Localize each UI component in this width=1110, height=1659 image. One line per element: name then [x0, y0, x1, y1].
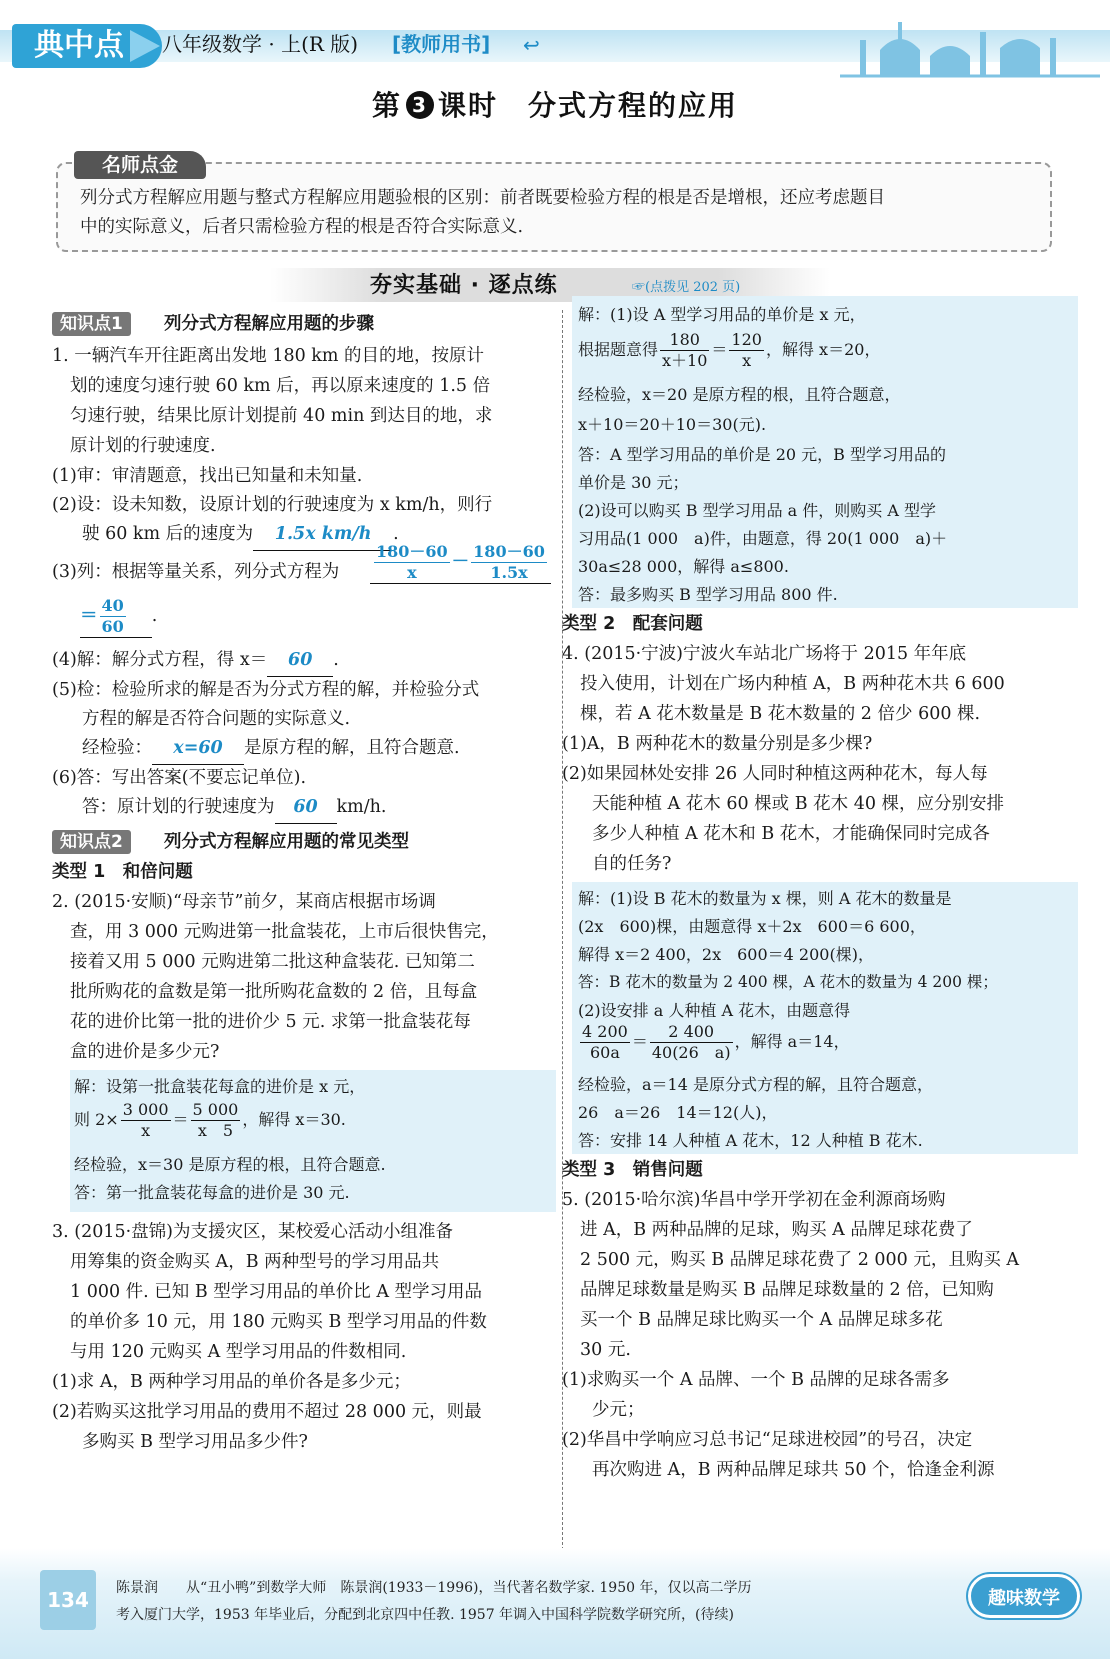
fraction	[191, 1100, 241, 1141]
footer-story	[116, 1575, 956, 1629]
knowledge-point-title: 列分式方程解应用题的常见类型	[164, 832, 409, 852]
denominator: x	[407, 563, 417, 582]
step-text: 经检验：	[82, 738, 152, 758]
tip-line: 列分式方程解应用题与整式方程解应用题验根的区别：前者既要检验方程的根是否是增根，还应考虑题目	[80, 188, 885, 208]
answer-blank: x=60	[152, 734, 244, 765]
question-line: (2)如果园林处安排 26 人同时种植这两种花木，每人每	[562, 764, 988, 784]
denominator: 1.5x	[490, 563, 528, 582]
step-line: (6)答：写出答案(不要忘记单位).	[52, 768, 307, 788]
answer-line: 解：(1)设 A 型学习用品的单价是 x 元，	[578, 305, 866, 324]
type-heading: 类型 2 配套问题	[562, 614, 703, 634]
answer-line: 解：(1)设 B 花木的数量为 x 棵，则 A 花木的数量是	[578, 889, 952, 908]
answer-text: 根据题意得	[578, 340, 659, 359]
return-arrow-icon: ↩	[523, 33, 540, 57]
question-line: 30 元.	[580, 1340, 631, 1360]
question-line: 再次购进 A，B 两种品牌足球共 50 个，恰逢金利源	[592, 1460, 995, 1480]
answer-line: 经检验，x＝30 是原方程的根，且符合题意.	[74, 1155, 386, 1174]
step-line: (4)解：解分式方程，得 x＝ 60 .	[52, 646, 339, 677]
fraction	[121, 1100, 171, 1141]
question-line: 2 500 元，购买 B 品牌足球花费了 2 000 元，且购买 A	[580, 1250, 1020, 1270]
answer-blank: 60	[275, 793, 337, 824]
question-line: 投入使用，计划在广场内种植 A，B 两种花木共 6 600	[580, 674, 1005, 694]
answer-line: 解：设第一批盒装花每盒的进价是 x 元，	[74, 1077, 366, 1096]
answer-line: (2x 600)棵，由题意得 x＋2x 600＝6 600，	[578, 917, 926, 936]
step-line: (3)列：根据等量关系，列分式方程为	[52, 562, 340, 582]
lesson-number: 3	[406, 91, 434, 119]
answer-line: 则 2× $\frac{3 000}{x}$ ＝ $\frac{5 000}{x 5}$ ，解得 x＝30.	[74, 1100, 346, 1140]
page-number: 134	[40, 1570, 96, 1630]
fraction	[100, 596, 126, 637]
answer-line: 经检验，a＝14 是原分式方程的解，且符合题意，	[578, 1075, 933, 1094]
fraction	[580, 1022, 630, 1063]
answer-line: 答：最多购买 B 型学习用品 800 件.	[578, 585, 838, 604]
question-line: 少元；	[592, 1400, 645, 1420]
brand-logo: 典中点	[12, 24, 162, 68]
answer-line: 答：B 花木的数量为 2 400 棵，A 花木的数量为 4 200 棵；	[578, 973, 998, 991]
step-text: km/h.	[336, 797, 387, 817]
answer-text: ，解得 a＝14，	[734, 1032, 850, 1051]
question-line: 的单价多 10 元，用 180 元购买 B 型学习用品的件数	[70, 1312, 487, 1332]
question-line: 自的任务?	[592, 854, 672, 874]
answer-line: 答：A 型学习用品的单价是 20 元，B 型学习用品的	[578, 445, 947, 464]
step-line: 驶 60 km 后的速度为 1.5x km/h .	[82, 520, 399, 551]
skyline-illustration	[840, 10, 1100, 80]
step-line: (5)检：检验所求的解是否为分式方程的解，并检验分式	[52, 680, 480, 700]
answer-blank: 60	[267, 646, 333, 677]
lesson-name: 课时 分式方程的应用	[438, 89, 739, 122]
denominator: x	[141, 1121, 151, 1140]
footer-line: 考入厦门大学，1953 年毕业后，分配到北京四中任教. 1957 年调入中国科学院数学研究所，(待续)	[116, 1607, 734, 1623]
answer-line: (2)设可以购买 B 型学习用品 a 件，则购买 A 型学	[578, 501, 937, 520]
numerator: 5 000	[192, 1100, 239, 1119]
numerator: 120	[731, 330, 762, 349]
question-line: (2)华昌中学响应习总书记“足球进校园”的号召，决定	[562, 1430, 973, 1450]
denominator: x 5	[197, 1121, 234, 1140]
question-line: 多少人种植 A 花木和 B 花木，才能确保同时完成各	[592, 824, 990, 844]
fraction	[650, 1022, 733, 1063]
question-line: 匀速行驶，结果比原计划提前 40 min 到达目的地，求	[70, 406, 493, 426]
numerator: 180	[660, 330, 709, 351]
page-header	[0, 0, 1110, 88]
answer-line: 答：安排 14 人种植 A 花木，12 人种植 B 花木.	[578, 1131, 923, 1150]
edition-label: [教师用书]	[392, 32, 491, 56]
answer-line: 解得 x＝2 400，2x 600＝4 200(棵)，	[578, 945, 874, 964]
column-divider	[562, 310, 563, 1550]
question-line: 与用 120 元购买 A 型学习用品的件数相同.	[70, 1342, 407, 1362]
step-text: 答：原计划的行驶速度为	[82, 797, 275, 817]
question-line: 品牌足球数量是购买 B 品牌足球数量的 2 倍，已知购	[580, 1280, 994, 1300]
numerator: 40	[101, 596, 124, 615]
fraction	[660, 330, 709, 371]
numerator: 3 000	[122, 1100, 169, 1119]
denominator: 40(26 a)	[651, 1043, 731, 1062]
numerator: 180－60	[473, 542, 545, 561]
step-line	[82, 734, 460, 765]
question-line: 4. (2015·宁波)宁波火车站北广场将于 2015 年年底	[562, 644, 967, 664]
question-line: 盒的进价是多少元?	[70, 1042, 220, 1062]
answer-line: 习用品(1 000 a)件，由题意，得 20(1 000 a)＋	[578, 529, 948, 548]
question-line: 天能种植 A 花木 60 棵或 B 花木 40 棵，应分别安排	[592, 794, 1005, 814]
question-line: 多购买 B 型学习用品多少件?	[82, 1432, 308, 1452]
question-line: 2. (2015·安顺)“母亲节”前夕，某商店根据市场调	[52, 892, 436, 912]
question-line: 棵，若 A 花木数量是 B 花木数量的 2 倍少 600 棵.	[580, 704, 981, 724]
equals-sign: ＝	[80, 605, 98, 626]
knowledge-point-tag: 知识点2	[52, 830, 131, 854]
footer-line: 陈景润 从“丑小鸭”到数学大师 陈景润(1933－1996)，当代著名数学家. 1950 年，仅以高二学历	[116, 1580, 752, 1596]
step-line: (2)设：设未知数，设原计划的行驶速度为 x km/h，则行	[52, 495, 493, 515]
tip-line: 中的实际意义，后者只需检验方程的根是否符合实际意义.	[80, 217, 524, 237]
question-line: 进 A，B 两种品牌的足球，购买 A 品牌足球花费了	[580, 1220, 973, 1240]
step-text: 驶 60 km 后的速度为	[82, 524, 254, 544]
question-line: 用筹集的资金购买 A，B 两种型号的学习用品共	[70, 1252, 440, 1272]
answer-line: 答：第一批盒装花每盒的进价是 30 元.	[74, 1183, 350, 1202]
question-line: 3. (2015·盘锦)为支援灾区，某校爱心活动小组准备	[52, 1222, 454, 1242]
answer-text: ，解得 x＝30.	[242, 1110, 346, 1129]
question-line: (1)A，B 两种花木的数量分别是多少棵?	[562, 734, 873, 754]
question-line: 花的进价比第一批的进价少 5 元. 求第一批盒装花每	[70, 1012, 471, 1032]
question-line: 1. 一辆汽车开往距离出发地 180 km 的目的地，按原计	[52, 346, 485, 366]
answer-line: 单价是 30 元；	[578, 473, 689, 492]
question-line: 批所购花的盒数是第一批所购花盒数的 2 倍，且每盒	[70, 982, 478, 1002]
answer-line: 根据题意得 $\frac{180}{x+10}$ ＝ $\frac{120}{x}$ ，解得 x＝20，	[578, 330, 881, 370]
step-line	[82, 793, 386, 824]
step-text: (4)解：解分式方程，得 x＝	[52, 650, 268, 670]
book-title: 八年级数学 · 上(R 版)	[162, 32, 359, 56]
teacher-tip-tag: 名师点金	[74, 151, 206, 179]
question-line: 接着又用 5 000 元购进第二批这种盒装花. 已知第二	[70, 952, 475, 972]
knowledge-point-tag: 知识点1	[52, 312, 131, 336]
equation-blank	[370, 542, 551, 584]
fraction	[729, 330, 764, 371]
minus-sign: －	[451, 552, 470, 572]
denominator: 60	[101, 617, 124, 636]
answer-blank: 1.5x km/h	[253, 520, 393, 551]
equation-blank: ＝ $\frac{40}{60}$ .	[80, 596, 158, 636]
step-line: 方程的解是否符合问题的实际意义.	[82, 709, 351, 729]
section-title: 夯实基础 · 逐点练	[370, 273, 558, 298]
answer-text: 则 2×	[74, 1110, 119, 1129]
question-line: 原计划的行驶速度.	[70, 436, 216, 456]
question-line: (2)若购买这批学习用品的费用不超过 28 000 元，则最	[52, 1402, 482, 1422]
fraction	[471, 542, 547, 583]
lesson-title	[0, 84, 1110, 126]
knowledge-point-title: 列分式方程解应用题的步骤	[164, 314, 374, 334]
answer-line: 经检验，x＝20 是原方程的根，且符合题意，	[578, 385, 901, 404]
question-line: 1 000 件. 已知 B 型学习用品的单价比 A 型学习用品	[70, 1282, 483, 1302]
step-line: (1)审：审清题意，找出已知量和未知量.	[52, 466, 363, 486]
step-text: 是原方程的解，且符合题意.	[244, 738, 460, 758]
numerator: 180－60	[376, 542, 448, 561]
question-line: 查，用 3 000 元购进第一批盒装花，上市后很快售完，	[70, 922, 499, 942]
numerator: 2 400	[650, 1022, 733, 1043]
fraction	[374, 542, 450, 583]
answer-line: x＋10＝20＋10＝30(元).	[578, 415, 767, 434]
numerator: 4 200	[582, 1022, 628, 1041]
denominator: 60a	[589, 1043, 620, 1062]
answer-line: 30a≤28 000，解得 a≤800.	[578, 557, 789, 576]
question-line: 划的速度匀速行驶 60 km 后，再以原来速度的 1.5 倍	[70, 376, 491, 396]
answer-text: ，解得 x＝20，	[765, 340, 881, 359]
question-line: (1)求 A，B 两种学习用品的单价各是多少元；	[52, 1372, 411, 1392]
denominator: x＋10	[662, 351, 708, 370]
question-line: 买一个 B 品牌足球比购买一个 A 品牌足球多花	[580, 1310, 943, 1330]
answer-line: 26 a＝26 14＝12(人)，	[578, 1103, 778, 1122]
type-heading: 类型 3 销售问题	[562, 1160, 703, 1180]
lesson-prefix: 第	[371, 89, 402, 122]
denominator: x	[742, 351, 752, 370]
teacher-tip-text	[80, 184, 1040, 242]
answer-line: $\frac{4 200}{60a}$ ＝ $\frac{2 400}{40(26 a)}$ ，解得 a＝14，	[582, 1022, 850, 1062]
answer-line: (2)设安排 a 人种植 A 花木，由题意得	[578, 1001, 851, 1020]
type-heading: 类型 1 和倍问题	[52, 862, 193, 882]
fun-math-badge: 趣味数学	[968, 1574, 1080, 1618]
question-line: 5. (2015·哈尔滨)华昌中学开学初在金利源商场购	[562, 1190, 946, 1210]
question-line: (1)求购买一个 A 品牌、一个 B 品牌的足球各需多	[562, 1370, 950, 1390]
section-note: ☞(点拨见 202 页)	[632, 280, 741, 295]
